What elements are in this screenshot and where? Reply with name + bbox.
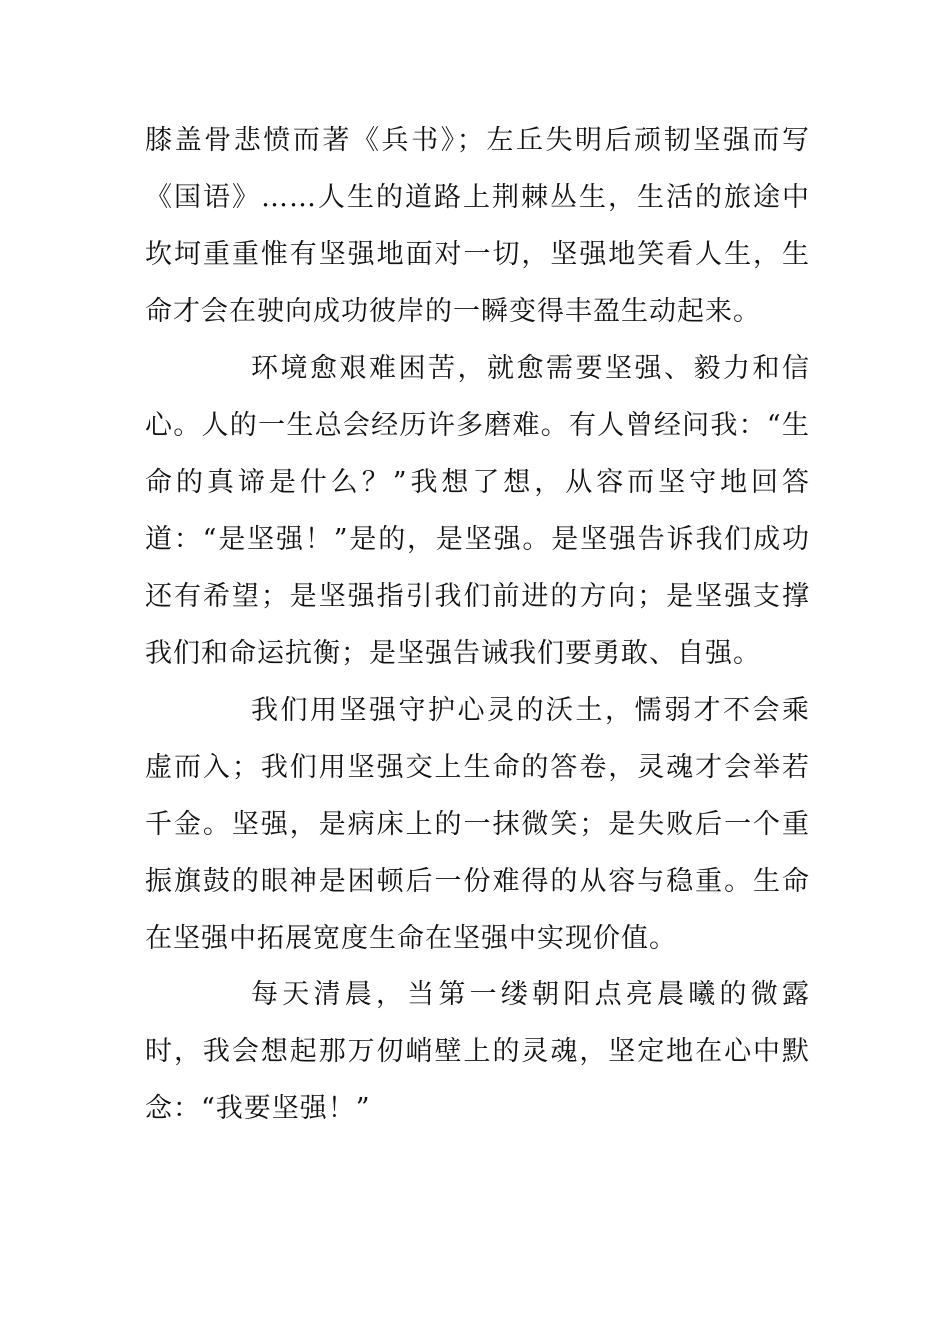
paragraph-2: 环境愈艰难困苦，就愈需要坚强、毅力和信心。人的一生总会经历许多磨难。有人曾经问我：“生命的真谛是什么？”我想了想，从容而坚守地回答道：“是坚强！”是的，是坚强。是坚强告诉我们成功还有希望；是坚强指引我们前进的方向；是坚强支撑我们和命运抗衡；是坚强告诫我们要勇敢、自强。 (145, 353, 810, 669)
paragraph-3: 我们用坚强守护心灵的沃土，懦弱才不会乘虚而入；我们用坚强交上生命的答卷，灵魂才会举若千金。坚强，是病床上的一抹微笑；是失败后一个重振旗鼓的眼神是困顿后一份难得的从容与稳重。生命在坚强中拓展宽度生命在坚强中实现价值。 (145, 695, 810, 954)
paragraph-4: 每天清晨，当第一缕朝阳点亮晨曦的微露时，我会想起那万仞峭壁上的灵魂，坚定地在心中默念：“我要坚强！” (145, 979, 810, 1124)
paragraph-1: 膝盖骨悲愤而著《兵书》；左丘失明后顽韧坚强而写《国语》……人生的道路上荆棘丛生，生活的旅途中坎坷重重惟有坚强地面对一切，坚强地笑看人生，生命才会在驶向成功彼岸的一瞬变得丰盈生动起来。 (145, 125, 810, 327)
